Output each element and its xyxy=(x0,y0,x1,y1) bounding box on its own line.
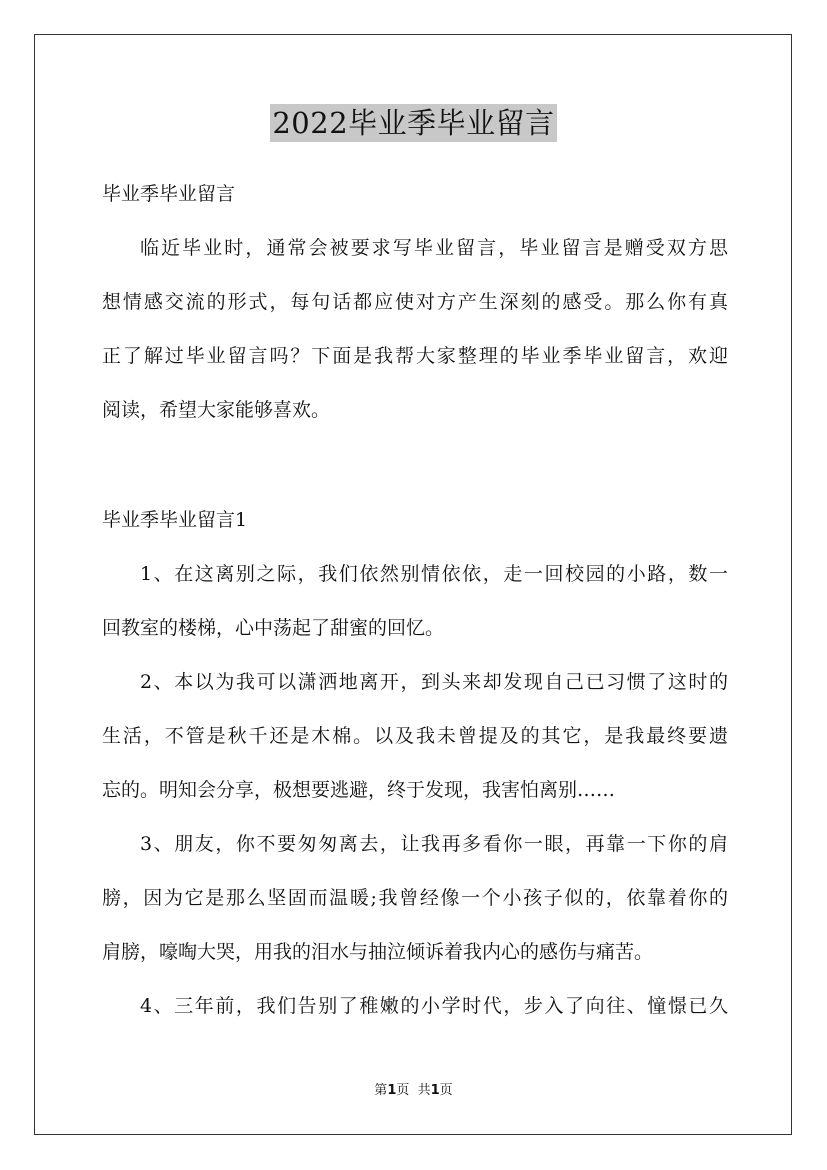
footer-page-suffix: 页 xyxy=(439,1083,453,1098)
item-line: 忘的。明知会分享，极想要逃避，终于发现，我害怕离别…… xyxy=(102,779,616,801)
item-line: 回教室的楼梯，心中荡起了甜蜜的回忆。 xyxy=(102,617,445,639)
document-title: 2022毕业季毕业留言 xyxy=(272,106,555,140)
item-line: 生活，不管是秋千还是木棉。以及我未曾提及的其它，是我最终要遗 xyxy=(102,725,728,747)
item-line: 2、本以为我可以潇洒地离开，到头来却发现自己已习惯了这时的 xyxy=(140,671,728,693)
document-subtitle: 毕业季毕业留言 xyxy=(102,183,236,205)
section-heading: 毕业季毕业留言1 xyxy=(102,509,248,531)
intro-line: 正了解过毕业留言吗？下面是我帮大家整理的毕业季毕业留言，欢迎 xyxy=(102,345,728,367)
footer-page-current: 1 xyxy=(387,1083,397,1098)
intro-line: 想情感交流的形式，每句话都应使对方产生深刻的感受。那么你有真 xyxy=(102,291,728,313)
footer-page-total: 1 xyxy=(430,1083,440,1098)
title-container xyxy=(0,104,827,142)
item-line: 1、在这离别之际，我们依然别情依依，走一回校园的小路，数一 xyxy=(140,563,728,585)
page-footer xyxy=(0,1082,827,1100)
item-line: 4、三年前，我们告别了稚嫩的小学时代，步入了向往、憧憬已久 xyxy=(140,995,728,1017)
intro-line: 阅读，希望大家能够喜欢。 xyxy=(102,399,331,421)
item-line: 肩膀，嚎啕大哭，用我的泪水与抽泣倾诉着我内心的感伤与痛苦。 xyxy=(102,941,654,963)
item-line: 3、朋友，你不要匆匆离去，让我再多看你一眼，再靠一下你的肩 xyxy=(140,833,728,855)
footer-page-prefix: 第 xyxy=(374,1083,388,1098)
intro-line: 临近毕业时，通常会被要求写毕业留言，毕业留言是赠受双方思 xyxy=(140,237,728,259)
item-line: 膀，因为它是那么坚固而温暖;我曾经像一个小孩子似的，依靠着你的 xyxy=(102,887,728,909)
footer-page-mid: 页 共 xyxy=(396,1083,431,1098)
